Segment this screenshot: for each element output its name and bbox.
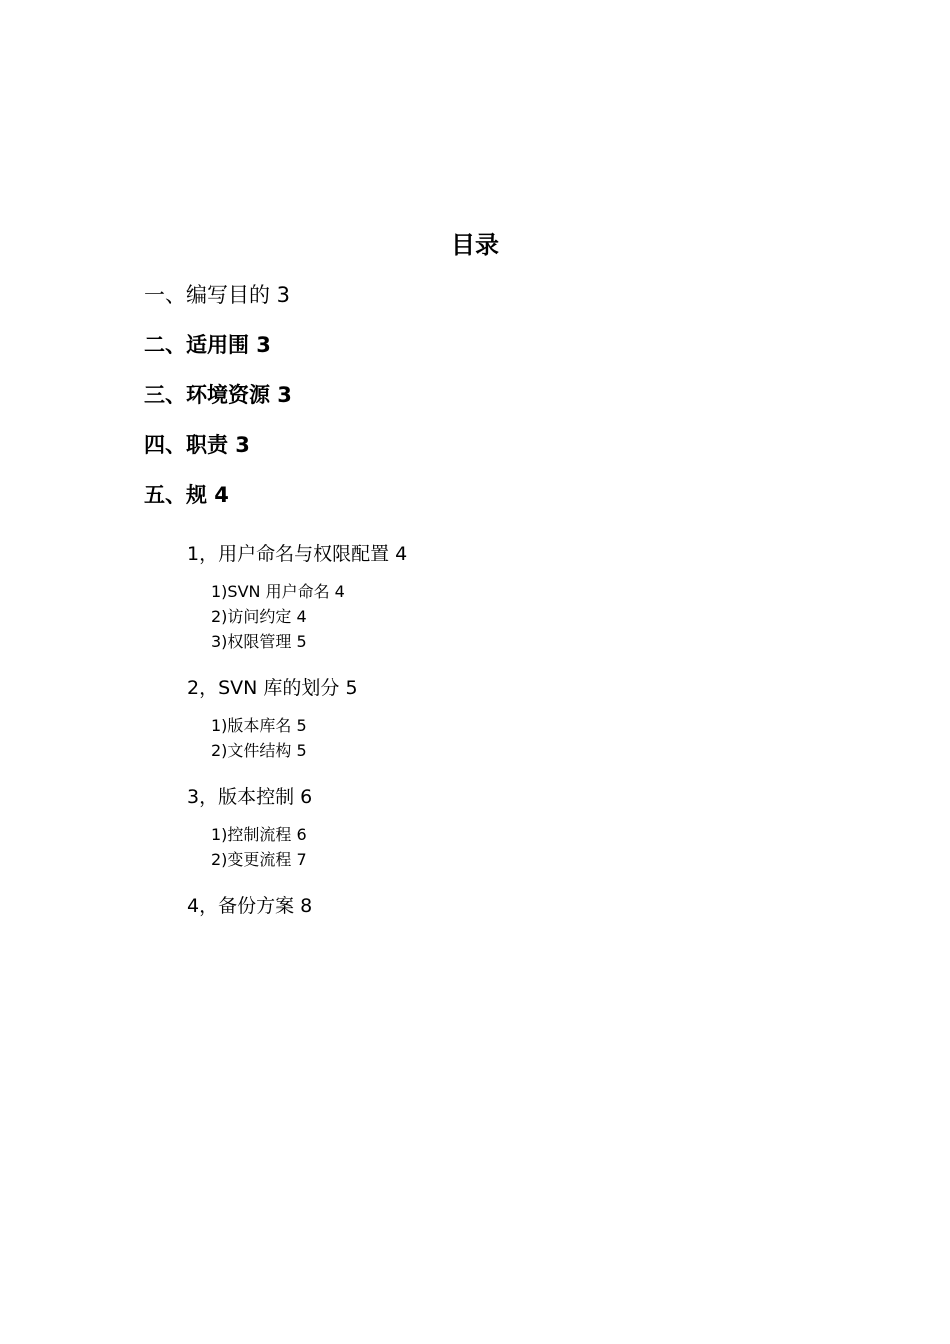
toc-entry-section-1[interactable]: 一、编写目的 3 [144,283,291,307]
toc-entry-5-3[interactable]: 3，版本控制 6 [187,786,313,808]
toc-entry-section-2[interactable]: 二、适用围 3 [144,333,271,357]
toc-entry-5-1-1[interactable]: 1)SVN 用户命名 4 [211,582,345,601]
toc-entry-5-1-2[interactable]: 2)访问约定 4 [211,607,307,626]
toc-entry-5-4[interactable]: 4，备份方案 8 [187,895,313,917]
toc-entry-5-2[interactable]: 2，SVN 库的划分 5 [187,677,358,699]
toc-entry-section-3[interactable]: 三、环境资源 3 [144,383,292,407]
toc-entry-section-5[interactable]: 五、规 4 [144,483,229,507]
toc-title: 目录 [451,231,499,259]
toc-entry-5-1-3[interactable]: 3)权限管理 5 [211,632,307,651]
toc-entry-5-2-1[interactable]: 1)版本库名 5 [211,716,307,735]
toc-entry-5-3-2[interactable]: 2)变更流程 7 [211,850,307,869]
toc-entry-5-2-2[interactable]: 2)文件结构 5 [211,741,307,760]
toc-entry-5-1[interactable]: 1，用户命名与权限配置 4 [187,543,408,565]
toc-entry-section-4[interactable]: 四、职责 3 [144,433,250,457]
toc-entry-5-3-1[interactable]: 1)控制流程 6 [211,825,307,844]
